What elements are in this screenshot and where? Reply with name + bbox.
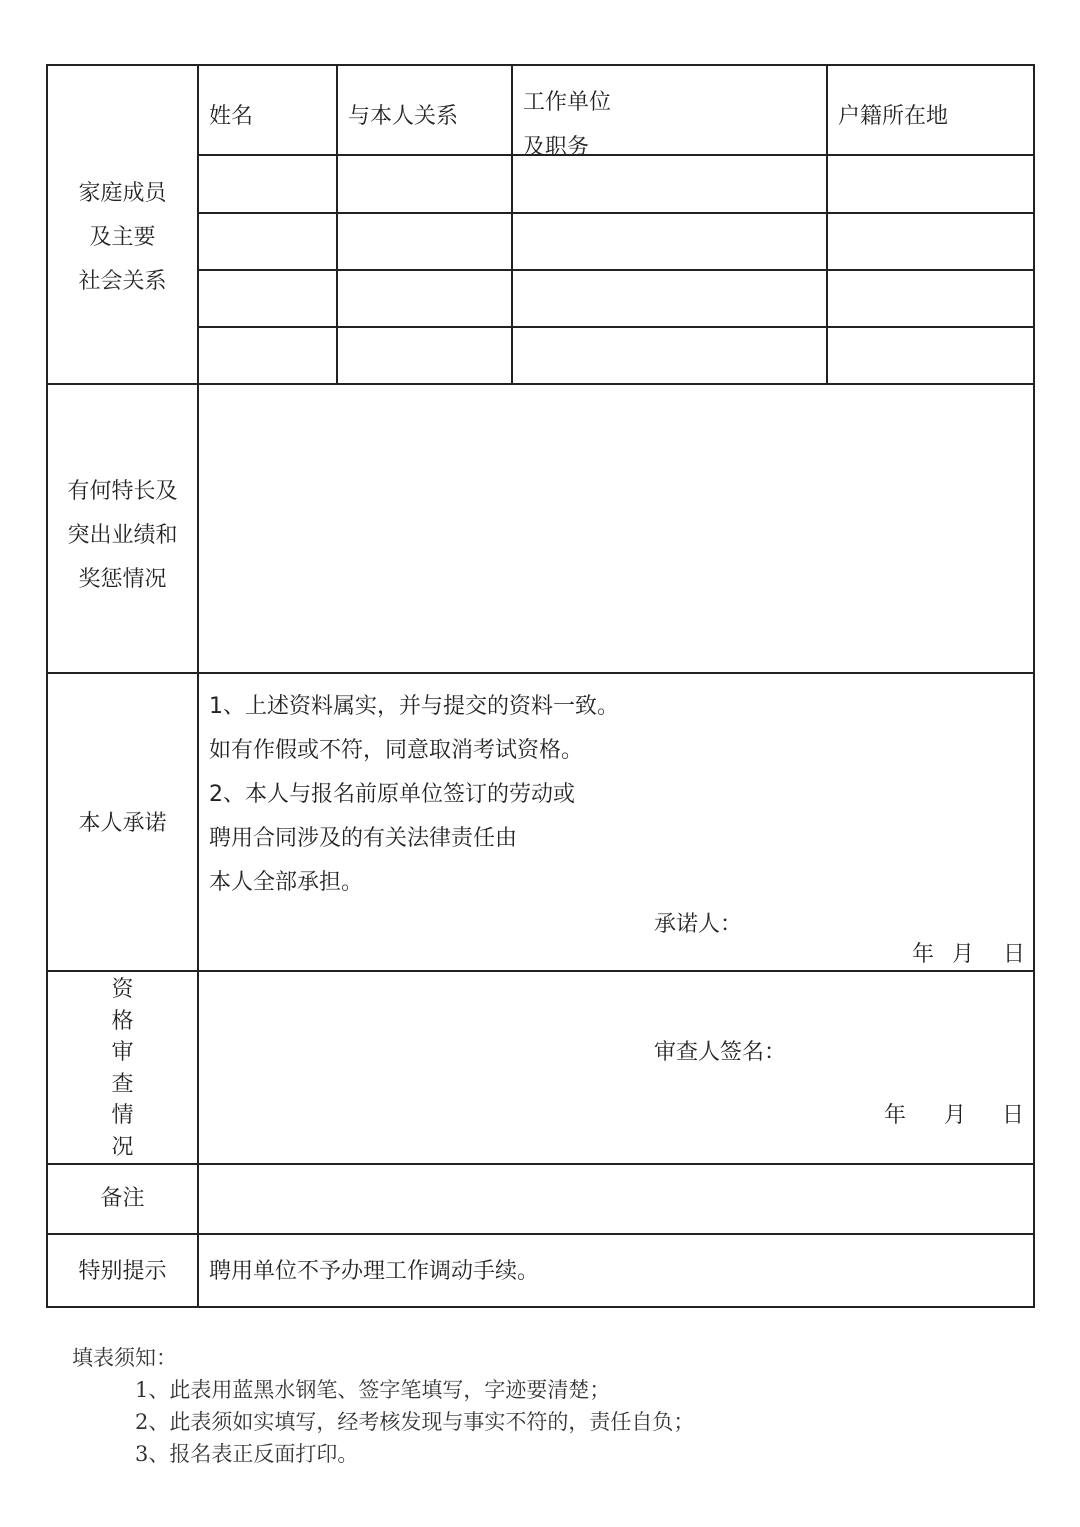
family-row-1-name-cell[interactable] xyxy=(200,157,335,211)
family-row-2-household-cell[interactable] xyxy=(829,215,1032,268)
family-row-divider xyxy=(197,326,1035,328)
table-border-right xyxy=(1033,64,1035,1308)
label-column-divider xyxy=(197,64,199,1308)
review-label-char: 情 xyxy=(111,1103,134,1128)
section-divider xyxy=(46,970,1035,972)
family-row-4-household-cell[interactable] xyxy=(829,329,1032,382)
review-date-year: 年 xyxy=(884,1103,907,1128)
table-border-bottom xyxy=(46,1306,1035,1308)
pledge-signer-label: 承诺人： xyxy=(654,912,743,937)
pledge-text xyxy=(209,685,619,905)
instructions-item: 2、此表须如实填写，经考核发现与事实不符的，责任自负； xyxy=(135,1410,695,1434)
family-row-3-household-cell[interactable] xyxy=(829,272,1032,325)
header-work-unit-line: 工作单位 xyxy=(523,90,612,115)
family-row-2-name-cell[interactable] xyxy=(200,215,335,268)
specialties-label-line: 突出业绩和 xyxy=(67,523,178,548)
pledge-signature-field[interactable] xyxy=(744,906,1024,942)
header-work-unit-line: 及职务 xyxy=(523,135,590,160)
special-note-text: 聘用单位不予办理工作调动手续。 xyxy=(209,1259,540,1284)
family-label-line: 社会关系 xyxy=(78,269,167,294)
specialties-label-line: 奖惩情况 xyxy=(78,567,167,592)
family-header-divider xyxy=(197,154,1035,156)
pledge-line: 1、上述资料属实，并与提交的资料一致。 xyxy=(209,694,619,719)
review-label-char: 况 xyxy=(111,1134,134,1160)
review-label-char: 资 xyxy=(111,977,134,1002)
review-label xyxy=(48,974,197,1163)
family-column-divider xyxy=(511,64,513,385)
family-row-1-household-cell[interactable] xyxy=(829,157,1032,211)
family-column-divider xyxy=(826,64,828,385)
family-row-divider xyxy=(197,269,1035,271)
family-row-4-work-cell[interactable] xyxy=(514,329,825,382)
review-label-char: 审 xyxy=(111,1040,134,1065)
instructions-item: 3、报名表正反面打印。 xyxy=(135,1442,359,1466)
remarks-label: 备注 xyxy=(100,1186,145,1211)
special-note-label: 特别提示 xyxy=(78,1259,167,1284)
table-border-top xyxy=(46,64,1035,66)
specialties-label xyxy=(48,470,197,602)
family-row-1-work-cell[interactable] xyxy=(514,157,825,211)
pledge-date-month: 月 xyxy=(952,942,975,967)
header-household: 户籍所在地 xyxy=(838,104,949,129)
family-column-divider xyxy=(336,64,338,385)
family-label-line: 家庭成员 xyxy=(78,181,167,206)
review-label-char: 格 xyxy=(111,1008,134,1034)
pledge-date-day: 日 xyxy=(1003,942,1026,967)
section-divider xyxy=(46,672,1035,674)
pledge-line: 2、本人与报名前原单位签订的劳动或 xyxy=(209,782,575,807)
pledge-label: 本人承诺 xyxy=(78,811,167,836)
review-date-day: 日 xyxy=(1002,1103,1025,1128)
family-row-3-relation-cell[interactable] xyxy=(339,272,510,325)
instructions-item: 1、此表用蓝黑水钢笔、签字笔填写，字迹要清楚； xyxy=(135,1378,611,1402)
specialties-label-line: 有何特长及 xyxy=(67,479,178,504)
specialties-field[interactable] xyxy=(200,386,1032,671)
instructions-title: 填表须知： xyxy=(72,1346,177,1370)
family-row-1-relation-cell[interactable] xyxy=(339,157,510,211)
review-label-char: 查 xyxy=(111,1071,134,1097)
family-row-3-name-cell[interactable] xyxy=(200,272,335,325)
review-signer-label: 审查人签名： xyxy=(654,1040,787,1065)
family-row-2-relation-cell[interactable] xyxy=(339,215,510,268)
review-signature-field[interactable] xyxy=(790,1034,1026,1070)
header-name: 姓名 xyxy=(209,104,254,129)
family-row-4-relation-cell[interactable] xyxy=(339,329,510,382)
section-divider xyxy=(46,1163,1035,1165)
remarks-field[interactable] xyxy=(200,1166,1032,1232)
family-row-4-name-cell[interactable] xyxy=(200,329,335,382)
pledge-line: 如有作假或不符，同意取消考试资格。 xyxy=(209,738,584,763)
pledge-line: 聘用合同涉及的有关法律责任由 xyxy=(209,826,518,851)
family-row-2-work-cell[interactable] xyxy=(514,215,825,268)
pledge-date-year: 年 xyxy=(912,942,935,967)
family-label xyxy=(48,172,197,304)
section-divider xyxy=(46,383,1035,385)
header-relation: 与本人关系 xyxy=(348,104,459,129)
review-date-month: 月 xyxy=(944,1103,967,1128)
family-label-line: 及主要 xyxy=(89,225,156,250)
family-row-divider xyxy=(197,212,1035,214)
pledge-line: 本人全部承担。 xyxy=(209,870,364,895)
section-divider xyxy=(46,1233,1035,1235)
family-row-3-work-cell[interactable] xyxy=(514,272,825,325)
